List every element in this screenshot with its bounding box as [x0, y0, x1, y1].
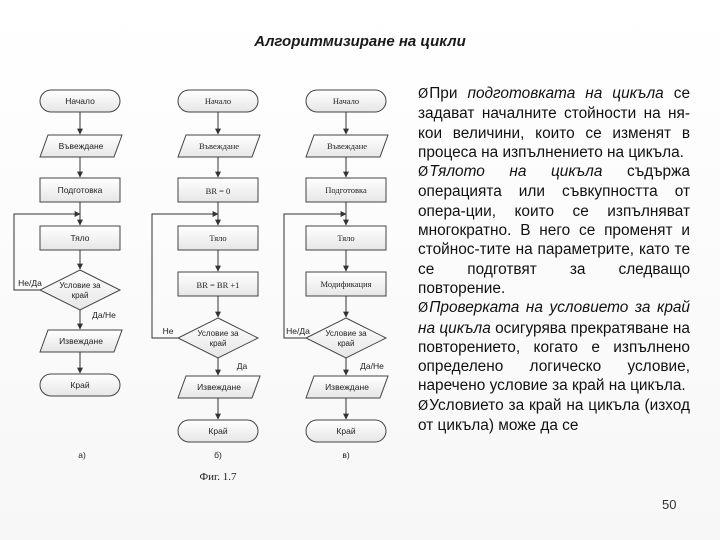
start-label: Начало — [332, 96, 360, 106]
body-label: Тяло — [337, 233, 355, 243]
slide-title: Алгоритмизиране на цикли — [254, 33, 466, 50]
bullet-arrow-icon: Ø — [418, 165, 429, 181]
end-condition — [40, 270, 120, 310]
end-label: Край — [208, 426, 228, 436]
bullet-paragraph — [418, 396, 690, 436]
figure-caption: Фиг. 1.7 — [199, 471, 237, 483]
bullet-arrow-icon: Ø — [418, 87, 429, 102]
caption-c: в) — [342, 450, 350, 460]
init-label: BR = 0 — [205, 186, 231, 196]
body-label: Тяло — [209, 233, 227, 243]
preparation-label: Подготовка — [57, 185, 103, 195]
bullet-text: подготовката на цикъла — [467, 85, 664, 102]
output-label: Извеждане — [59, 336, 103, 346]
output-label: Извеждане — [325, 382, 369, 392]
bullet-text-column — [418, 84, 690, 435]
condition-label: Условие за край — [325, 329, 367, 348]
bullet-arrow-icon: Ø — [418, 301, 429, 317]
increment-label: BR = BR +1 — [196, 280, 240, 290]
bullet-text: се задават началните стойности на ня-кои величини, които се изменят в процеса на изпълнението на цикъла. — [418, 85, 690, 161]
input-label: Въвеждане — [58, 141, 104, 151]
branch-label-down: Да — [236, 361, 248, 371]
bullet-text: съдържа операцията или съвкупността от опера-ции, които се изпълняват многократно. В него се променят и стойнос-тите на параметрите, като те се подготвят за следващо повторение. — [418, 163, 690, 297]
condition-label: Условие за край — [59, 281, 101, 300]
branch-label-left: Не — [162, 326, 174, 336]
start-label: Начало — [204, 96, 232, 106]
bullet-text: Проверката на условието за край на цикъла — [418, 299, 690, 337]
branch-label-left: Не/Да — [18, 278, 42, 288]
bullet-arrow-icon: Ø — [418, 398, 429, 414]
body-label: Тяло — [70, 233, 90, 243]
page-number: 50 — [662, 497, 677, 512]
end-label: Край — [336, 426, 356, 436]
condition-label: Условие за край — [197, 329, 239, 348]
branch-label-down: Да/Не — [92, 310, 116, 320]
bullet-paragraph — [418, 84, 690, 162]
end-label: Край — [70, 380, 90, 390]
end-condition — [178, 318, 258, 358]
caption-b: б) — [214, 450, 222, 460]
bullet-text: осигурява прекратяване на повторението, когато е изпълнено определено логическо условие, наречено условие за край на цикъла. — [418, 319, 690, 395]
bullet-text: При — [429, 85, 468, 102]
caption-a: а) — [78, 450, 86, 460]
input-label: Въвеждане — [198, 141, 240, 151]
modification-label: Модификация — [320, 279, 372, 289]
branch-label-down: Да/Не — [360, 361, 384, 371]
end-condition — [306, 318, 386, 358]
branch-label-left: Не/Да — [286, 326, 310, 336]
bullet-text: Условието за край на цикъла (изход от цикъла) може да се — [418, 396, 690, 435]
preparation-label: Подготовка — [325, 185, 367, 195]
flowchart-a — [40, 90, 122, 396]
bullet-paragraph — [418, 298, 690, 395]
output-label: Извеждане — [197, 382, 241, 392]
bullet-paragraph — [418, 162, 690, 298]
bullet-text: Тялото на цикъла — [429, 163, 603, 181]
input-label: Въвеждане — [326, 141, 368, 151]
start-label: Начало — [65, 96, 95, 106]
